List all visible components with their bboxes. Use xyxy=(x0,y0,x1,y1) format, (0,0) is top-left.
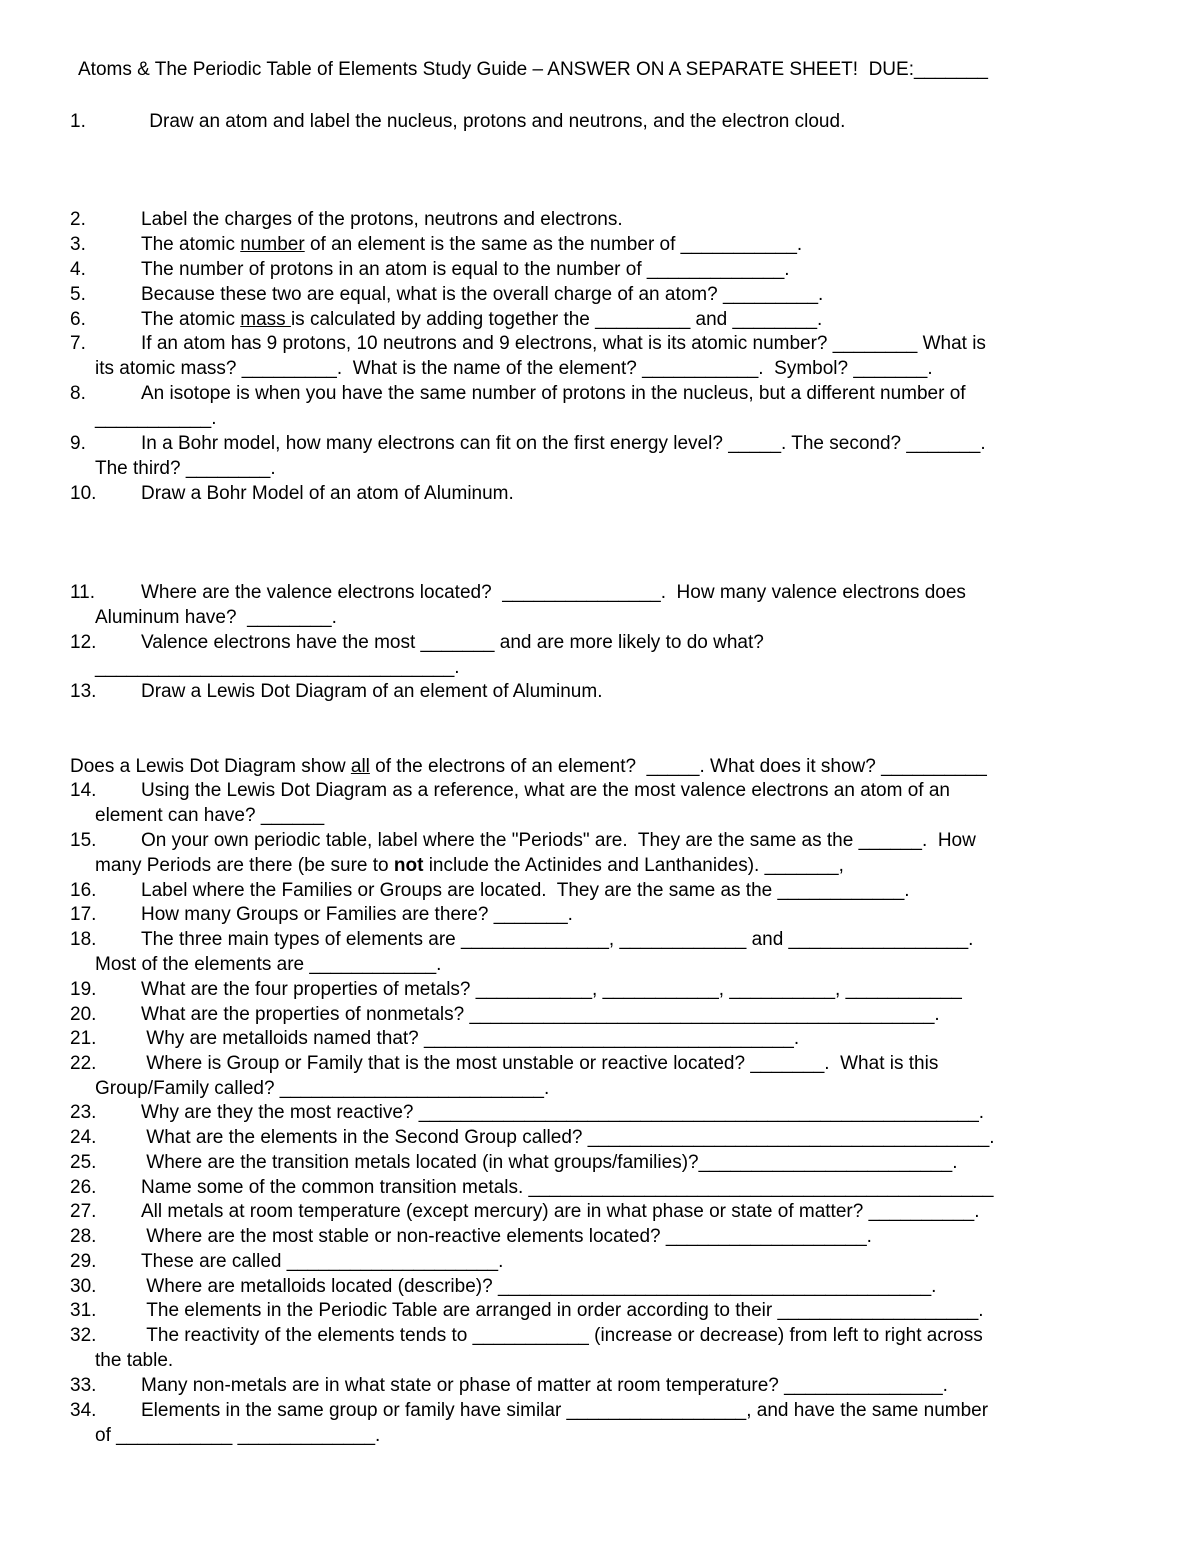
question-text: The reactivity of the elements tends to ___________ (increase or decrease) from left to right across xyxy=(141,1325,983,1346)
question-text-continued: its atomic mass? _________. What is the name of the element? ___________. Symbol? _______. xyxy=(95,357,933,379)
bold-term: not xyxy=(393,854,424,876)
question-number: 21. xyxy=(70,1028,97,1049)
question-text: In a Bohr model, how many electrons can fit on the first energy level? _____. The second? _______. xyxy=(141,433,986,454)
question-text: Label the charges of the protons, neutrons and electrons. xyxy=(141,209,623,230)
question-text-continued: Aluminum have? ________. xyxy=(95,606,337,628)
question-text-continued: Most of the elements are ____________. xyxy=(95,953,442,975)
question-23 xyxy=(70,1101,1130,1126)
question-text: An isotope is when you have the same number of protons in the nucleus, but a different number of xyxy=(141,383,966,404)
question-number: 13. xyxy=(70,681,97,702)
question-number: 22. xyxy=(70,1053,97,1074)
question-22 xyxy=(70,1052,1130,1102)
question-text-continued: __________________________________. xyxy=(95,656,460,678)
question-33 xyxy=(70,1374,1130,1399)
question-text: Label where the Families or Groups are located. They are the same as the ____________. xyxy=(141,880,910,901)
question-28 xyxy=(70,1225,1130,1250)
question-31 xyxy=(70,1299,1130,1324)
question-number: 14. xyxy=(70,780,97,801)
question-number: 10. xyxy=(70,483,97,504)
question-2 xyxy=(70,208,1130,233)
question-7 xyxy=(70,332,1130,382)
question-10 xyxy=(70,482,1130,507)
question-text-continued: Group/Family called? _________________________. xyxy=(95,1077,550,1099)
question-34 xyxy=(70,1399,1130,1449)
question-29 xyxy=(70,1250,1130,1275)
question-number: 26. xyxy=(70,1177,97,1198)
question-text: The number of protons in an atom is equal to the number of _____________. xyxy=(141,259,790,280)
question-number: 17. xyxy=(70,904,97,925)
question-number: 1. xyxy=(70,111,86,132)
question-number: 29. xyxy=(70,1251,97,1272)
question-text: Where are the transition metals located (in what groups/families)?________________________. xyxy=(141,1152,958,1173)
question-25 xyxy=(70,1151,1130,1176)
question-number: 2. xyxy=(70,209,86,230)
question-text: Where are the most stable or non-reactive elements located? ___________________. xyxy=(141,1226,872,1247)
question-text-continued: ___________. xyxy=(95,407,217,429)
question-text-continued: of ___________ _____________. xyxy=(95,1424,381,1446)
question-1 xyxy=(70,110,1130,135)
question-14 xyxy=(70,779,1130,829)
question-text: The atomic mass is calculated by adding together the _________ and ________. xyxy=(141,309,823,330)
question-text: On your own periodic table, label where the "Periods" are. They are the same as the ______. How xyxy=(141,830,976,851)
question-number: 15. xyxy=(70,830,97,851)
lewis-dot-question: Does a Lewis Dot Diagram show all of the electrons of an element? _____. What does it show? __________ xyxy=(70,756,987,777)
question-text: Valence electrons have the most _______ and are more likely to do what? xyxy=(141,632,764,653)
question-text: The atomic number of an element is the same as the number of ___________. xyxy=(141,234,803,255)
question-number: 27. xyxy=(70,1201,97,1222)
question-text: Elements in the same group or family have similar _________________, and have the same number xyxy=(141,1400,989,1421)
question-text-continued: many Periods are there (be sure to not include the Actinides and Lanthanides). _______, xyxy=(95,854,844,876)
question-text: If an atom has 9 protons, 10 neutrons and 9 electrons, what is its atomic number? ________ What is xyxy=(141,333,986,354)
underlined-term: all xyxy=(350,756,370,777)
question-18 xyxy=(70,928,1130,978)
question-19 xyxy=(70,978,1130,1003)
question-text: Why are they the most reactive? _____________________________________________________. xyxy=(141,1102,985,1123)
question-text: Draw an atom and label the nucleus, protons and neutrons, and the electron cloud. xyxy=(144,111,846,132)
question-text: These are called ____________________. xyxy=(141,1251,504,1272)
question-text: Many non-metals are in what state or phase of matter at room temperature? _______________. xyxy=(141,1375,948,1396)
page-title: Atoms & The Periodic Table of Elements Study Guide – ANSWER ON A SEPARATE SHEET! DUE:_______ xyxy=(78,59,988,80)
question-16 xyxy=(70,879,1130,904)
question-text-continued: The third? ________. xyxy=(95,457,276,479)
underlined-term: number xyxy=(240,234,305,255)
question-number: 5. xyxy=(70,284,86,305)
question-27 xyxy=(70,1200,1130,1225)
question-9 xyxy=(70,432,1130,482)
question-text: How many Groups or Families are there? _______. xyxy=(141,904,573,925)
question-text-continued: element can have? ______ xyxy=(95,804,325,826)
question-text: Where are metalloids located (describe)? _________________________________________. xyxy=(141,1276,937,1297)
question-text: Draw a Bohr Model of an atom of Aluminum. xyxy=(141,483,514,504)
question-17 xyxy=(70,903,1130,928)
question-number: 6. xyxy=(70,309,86,330)
question-number: 19. xyxy=(70,979,97,1000)
question-number: 28. xyxy=(70,1226,97,1247)
question-text: All metals at room temperature (except mercury) are in what phase or state of matter? __________. xyxy=(141,1201,980,1222)
question-text: What are the four properties of metals? ___________, ___________, __________, ___________ xyxy=(141,979,962,1000)
question-24 xyxy=(70,1126,1130,1151)
question-6 xyxy=(70,308,1130,333)
question-number: 30. xyxy=(70,1276,97,1297)
question-number: 8. xyxy=(70,383,86,404)
question-20 xyxy=(70,1003,1130,1028)
question-number: 33. xyxy=(70,1375,97,1396)
question-number: 31. xyxy=(70,1300,97,1321)
question-text: What are the properties of nonmetals? ____________________________________________. xyxy=(141,1004,940,1025)
question-text-continued: the table. xyxy=(95,1349,174,1371)
question-text: Draw a Lewis Dot Diagram of an element of Aluminum. xyxy=(141,681,603,702)
question-5 xyxy=(70,283,1130,308)
question-11 xyxy=(70,581,1130,631)
question-8 xyxy=(70,382,1130,432)
question-30 xyxy=(70,1275,1130,1300)
question-number: 16. xyxy=(70,880,97,901)
question-number: 20. xyxy=(70,1004,97,1025)
question-number: 25. xyxy=(70,1152,97,1173)
question-text: What are the elements in the Second Group called? ______________________________________. xyxy=(141,1127,995,1148)
question-text: The elements in the Periodic Table are arranged in order according to their ___________________. xyxy=(141,1300,984,1321)
question-text: Because these two are equal, what is the overall charge of an atom? _________. xyxy=(141,284,824,305)
question-number: 7. xyxy=(70,333,86,354)
underlined-term: mass xyxy=(240,309,291,330)
question-text: The three main types of elements are ______________, ____________ and _________________. xyxy=(141,929,974,950)
question-number: 34. xyxy=(70,1400,97,1421)
question-26 xyxy=(70,1176,1130,1201)
question-number: 4. xyxy=(70,259,86,280)
question-text: Where are the valence electrons located? _______________. How many valence electrons does xyxy=(141,582,966,603)
question-number: 18. xyxy=(70,929,97,950)
question-13 xyxy=(70,680,1130,705)
question-number: 11. xyxy=(70,582,96,603)
question-text: Why are metalloids named that? ___________________________________. xyxy=(141,1028,800,1049)
question-12 xyxy=(70,631,1130,681)
question-text: Using the Lewis Dot Diagram as a reference, what are the most valence electrons an atom of an xyxy=(141,780,950,801)
question-21 xyxy=(70,1027,1130,1052)
question-32 xyxy=(70,1324,1130,1374)
question-number: 32. xyxy=(70,1325,97,1346)
question-text: Where is Group or Family that is the most unstable or reactive located? _______. What is this xyxy=(141,1053,939,1074)
question-3 xyxy=(70,233,1130,258)
question-number: 12. xyxy=(70,632,97,653)
question-number: 9. xyxy=(70,433,86,454)
question-number: 24. xyxy=(70,1127,97,1148)
question-15 xyxy=(70,829,1130,879)
question-number: 3. xyxy=(70,234,86,255)
question-4 xyxy=(70,258,1130,283)
question-text: Name some of the common transition metals. ____________________________________________ xyxy=(141,1177,994,1198)
question-number: 23. xyxy=(70,1102,97,1123)
